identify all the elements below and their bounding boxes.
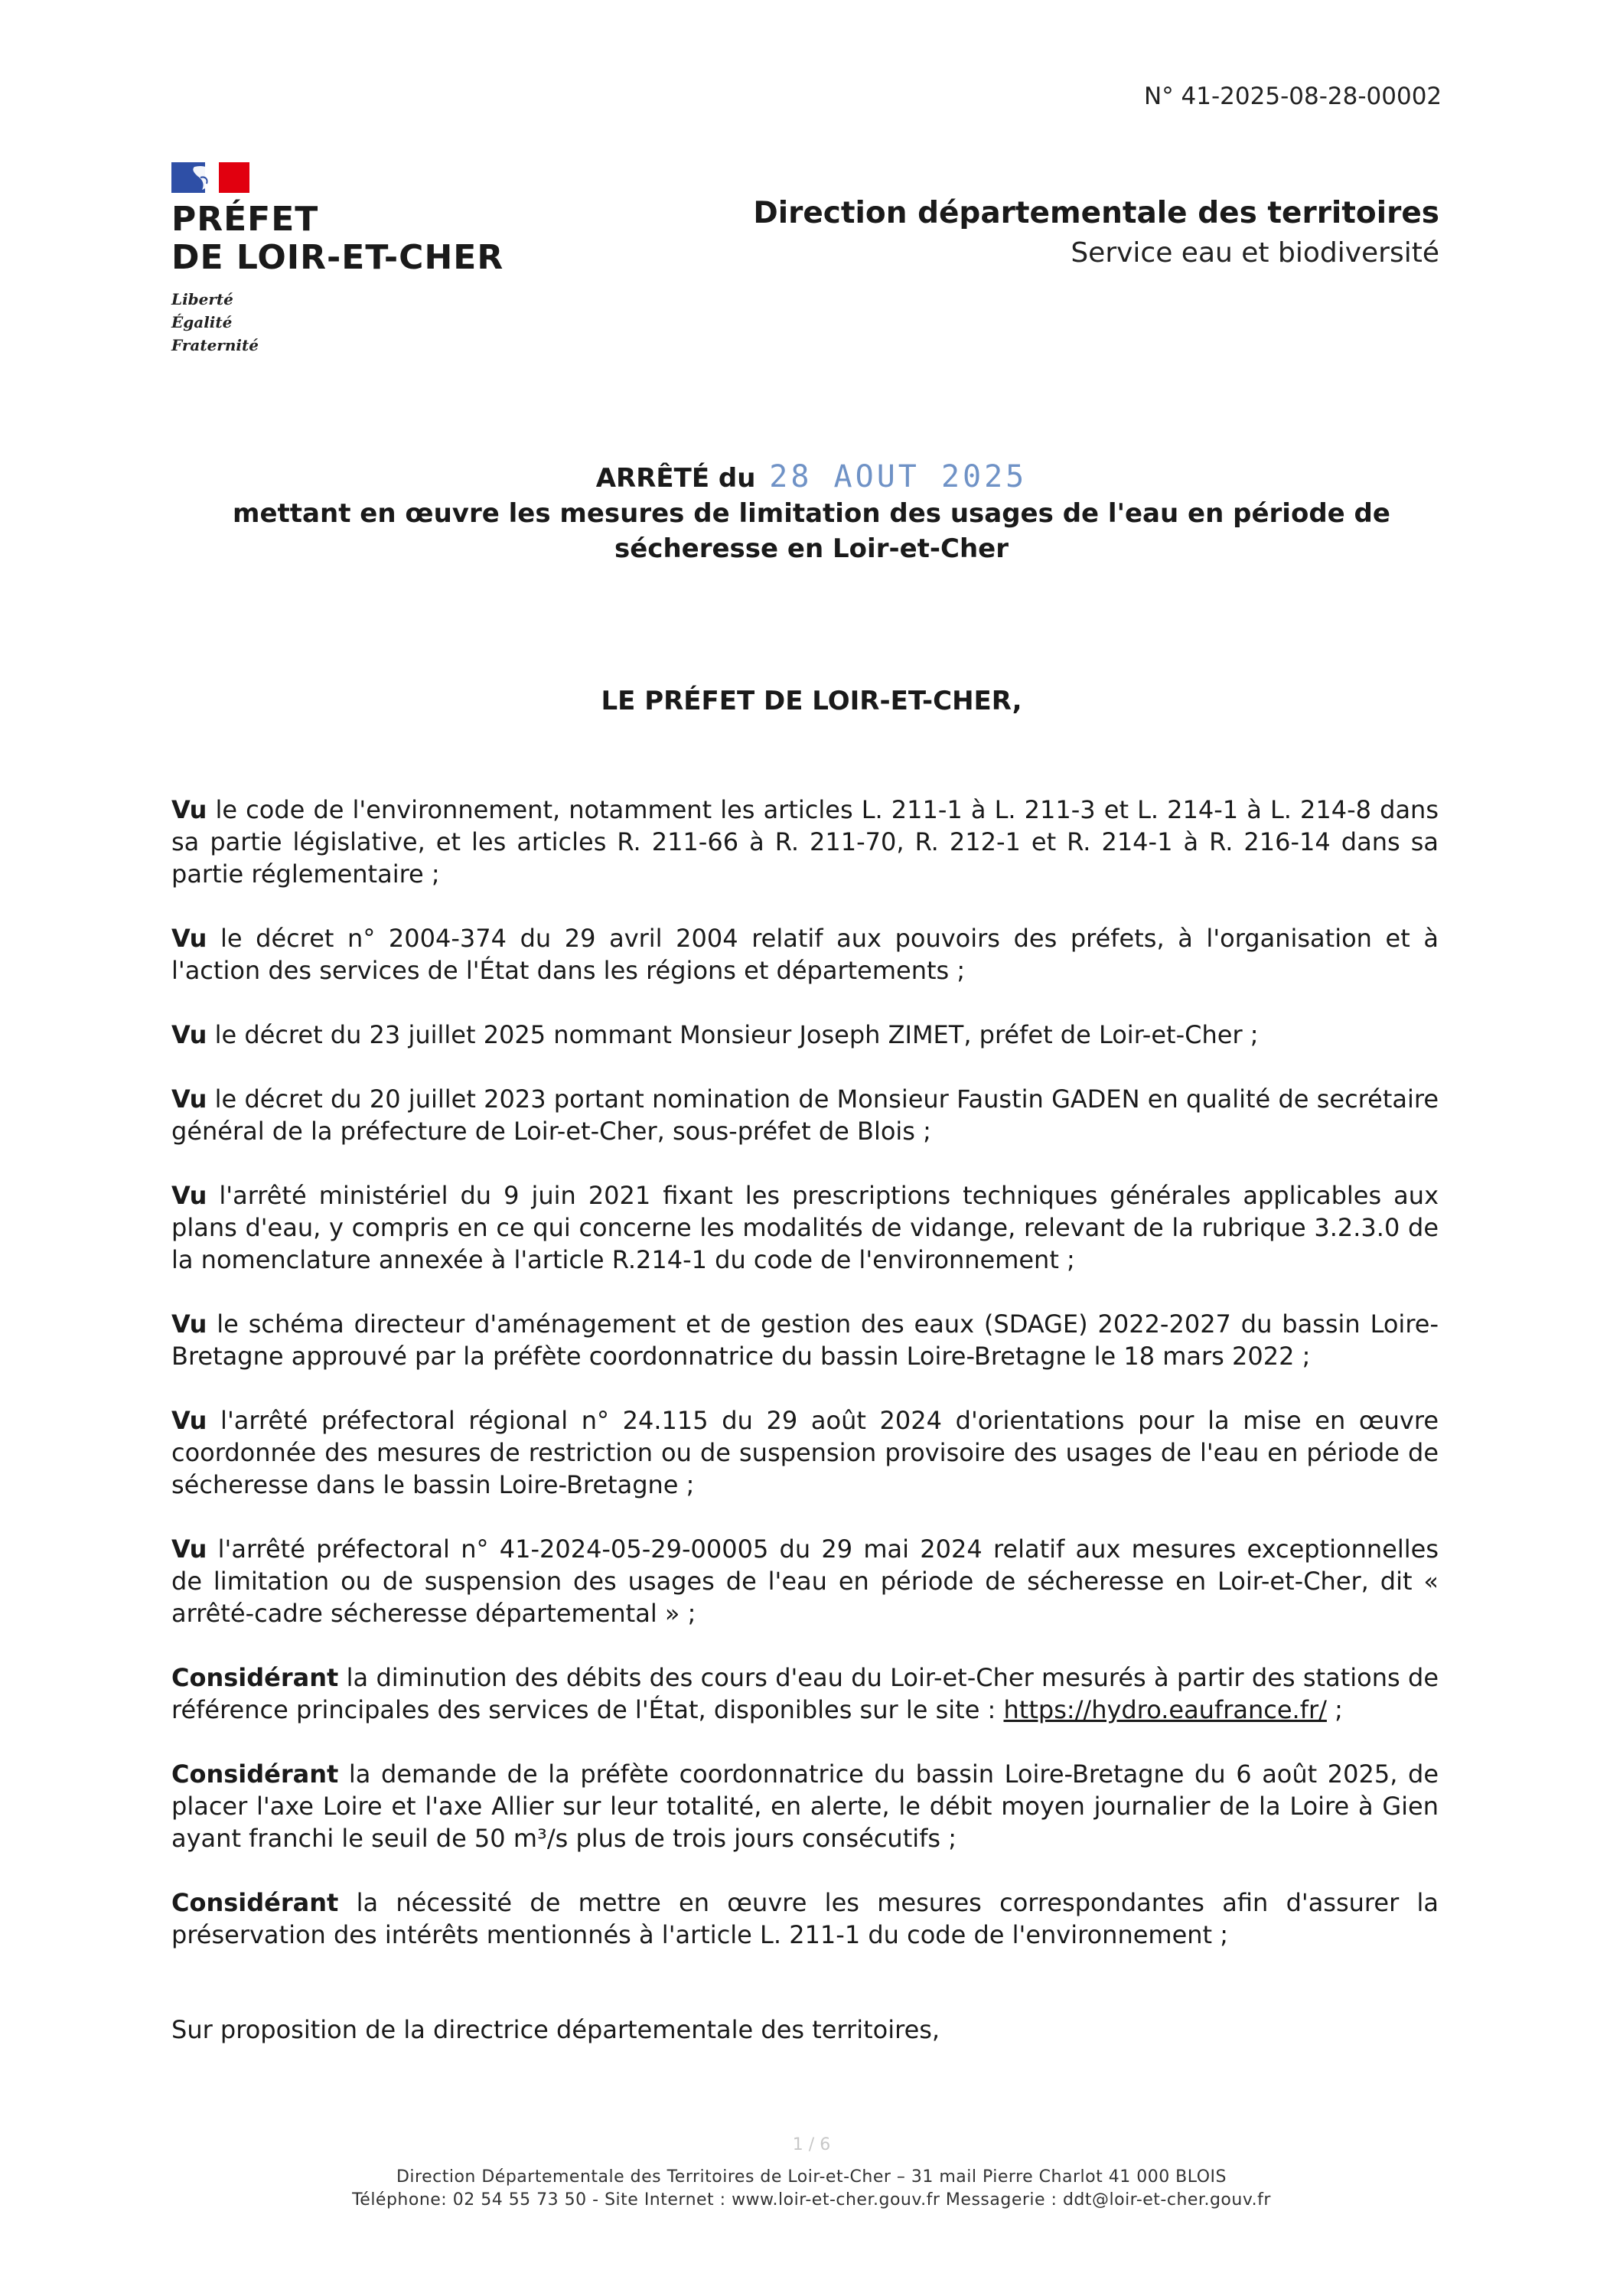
considerations-list — [171, 794, 1439, 1983]
consideration-lead: Vu — [171, 1534, 207, 1564]
consideration-lead: Considérant — [171, 1888, 339, 1917]
consideration-text: la diminution des débits des cours d'eau du Loir-et-Cher mesurés à partir des stations de référence principales des services de l'État, disponibles sur le site : — [171, 1663, 1439, 1724]
motto-liberte: Liberté — [171, 290, 233, 308]
consideration-lead: Vu — [171, 1406, 207, 1435]
consideration-lead: Vu — [171, 924, 207, 953]
decree-title — [0, 459, 1623, 566]
hydro-link[interactable]: https://hydro.eaufrance.fr/ — [1003, 1695, 1327, 1724]
consideration-text: le décret du 20 juillet 2023 portant nomination de Monsieur Faustin GADEN en qualité de secrétaire général de la préfecture de Loir-et-Cher, sous-préfet de Blois ; — [171, 1084, 1439, 1146]
motto-egalite: Égalité — [171, 313, 233, 331]
consideration-text: l'arrêté préfectoral régional n° 24.115 du 29 août 2024 d'orientations pour la mise en œuvre coordonnée des mesures de restriction ou de suspension provisoire des usages de l'eau en période de sécheresse dans le bassin Loire-Bretagne ; — [171, 1406, 1439, 1499]
consideration-paragraph — [171, 1404, 1439, 1501]
prefecture-title — [171, 201, 504, 277]
consideration-paragraph — [171, 922, 1439, 987]
consideration-lead: Vu — [171, 795, 207, 824]
consideration-text-end: ; — [1326, 1695, 1343, 1724]
consideration-text: l'arrêté préfectoral n° 41-2024-05-29-00005 du 29 mai 2024 relatif aux mesures exceptionnelles de limitation ou de suspension des usages de l'eau en période de sécheresse en Loir-et-Cher, dit « arrêté-cadre sécheresse départemental » ; — [171, 1534, 1439, 1628]
consideration-lead: Vu — [171, 1020, 207, 1049]
consideration-paragraph — [171, 1179, 1439, 1276]
prefet-heading: LE PRÉFET DE LOIR-ET-CHER, — [601, 686, 1022, 716]
consideration-lead: Vu — [171, 1084, 207, 1114]
page-number: 1 / 6 — [792, 2135, 831, 2154]
consideration-lead: Considérant — [171, 1760, 339, 1789]
consideration-text: le décret du 23 juillet 2025 nommant Monsieur Joseph ZIMET, préfet de Loir-et-Cher ; — [207, 1020, 1259, 1049]
decree-title-line3: sécheresse en Loir-et-Cher — [614, 533, 1009, 564]
consideration-text: le code de l'environnement, notamment les articles L. 211-1 à L. 211-3 et L. 214-1 à L. 214-8 dans sa partie législative, et les articles R. 211-66 à R. 211-70, R. 212-1 et R. 214-1 à R. 216-14 dans sa partie réglementaire ; — [171, 795, 1439, 889]
marianne-logo — [171, 159, 269, 199]
consideration-lead: Vu — [171, 1181, 207, 1210]
consideration-paragraph — [171, 1662, 1439, 1726]
footer-address: Direction Départementale des Territoires de Loir-et-Cher – 31 mail Pierre Charlot 41 000 BLOIS — [396, 2167, 1227, 2187]
footer-contact: Téléphone: 02 54 55 73 50 - Site Internet : www.loir-et-cher.gouv.fr Messagerie : ddt@loir-et-cher.gouv.fr — [352, 2190, 1271, 2210]
flag-icon — [171, 159, 269, 196]
consideration-text: la demande de la préfète coordonnatrice du bassin Loire-Bretagne du 6 août 2025, de placer l'axe Loire et l'axe Allier sur leur totalité, en alerte, le débit moyen journalier de la Loire à Gien ayant franchi le seuil de 50 m³/s plus de trois jours consécutifs ; — [171, 1760, 1439, 1853]
consideration-text: l'arrêté ministériel du 9 juin 2021 fixant les prescriptions techniques générales applicables aux plans d'eau, y compris en ce qui concerne les modalités de vidange, relevant de la rubrique 3.2.3.0 de la nomenclature annexée à l'article R.214-1 du code de l'environnement ; — [171, 1181, 1439, 1274]
proposition-line: Sur proposition de la directrice départementale des territoires, — [171, 2015, 940, 2044]
date-stamp: 28 AOUT 2025 — [769, 459, 1028, 494]
prefecture-title-line2: DE LOIR-ET-CHER — [171, 238, 504, 277]
decree-title-prefix: ARRÊTÉ du — [595, 463, 756, 494]
consideration-lead: Vu — [171, 1309, 207, 1339]
republic-motto — [171, 288, 259, 357]
motto-fraternite: Fraternité — [171, 336, 259, 354]
department-service: Service eau et biodiversité — [1071, 237, 1439, 269]
consideration-paragraph — [171, 1887, 1439, 1951]
prefecture-title-line1: PRÉFET — [171, 200, 319, 239]
decree-title-line1 — [0, 459, 1623, 496]
consideration-paragraph — [171, 794, 1439, 890]
consideration-text: le décret n° 2004-374 du 29 avril 2004 relatif aux pouvoirs des préfets, à l'organisation et à l'action des services de l'État dans les régions et départements ; — [171, 924, 1439, 985]
document-number: N° 41-2025-08-28-00002 — [1144, 83, 1442, 110]
consideration-paragraph — [171, 1533, 1439, 1629]
consideration-paragraph — [171, 1758, 1439, 1854]
consideration-lead: Considérant — [171, 1663, 339, 1692]
consideration-paragraph — [171, 1083, 1439, 1147]
department-name: Direction départementale des territoires — [753, 196, 1439, 230]
consideration-paragraph — [171, 1308, 1439, 1372]
consideration-text: le schéma directeur d'aménagement et de gestion des eaux (SDAGE) 2022-2027 du bassin Loire-Bretagne approuvé par la préfète coordonnatrice du bassin Loire-Bretagne le 18 mars 2022 ; — [171, 1309, 1439, 1371]
consideration-paragraph — [171, 1019, 1439, 1051]
decree-title-line2: mettant en œuvre les mesures de limitation des usages de l'eau en période de — [233, 498, 1390, 529]
consideration-text: la nécessité de mettre en œuvre les mesures correspondantes afin d'assurer la préservation des intérêts mentionnés à l'article L. 211-1 du code de l'environnement ; — [171, 1888, 1439, 1949]
